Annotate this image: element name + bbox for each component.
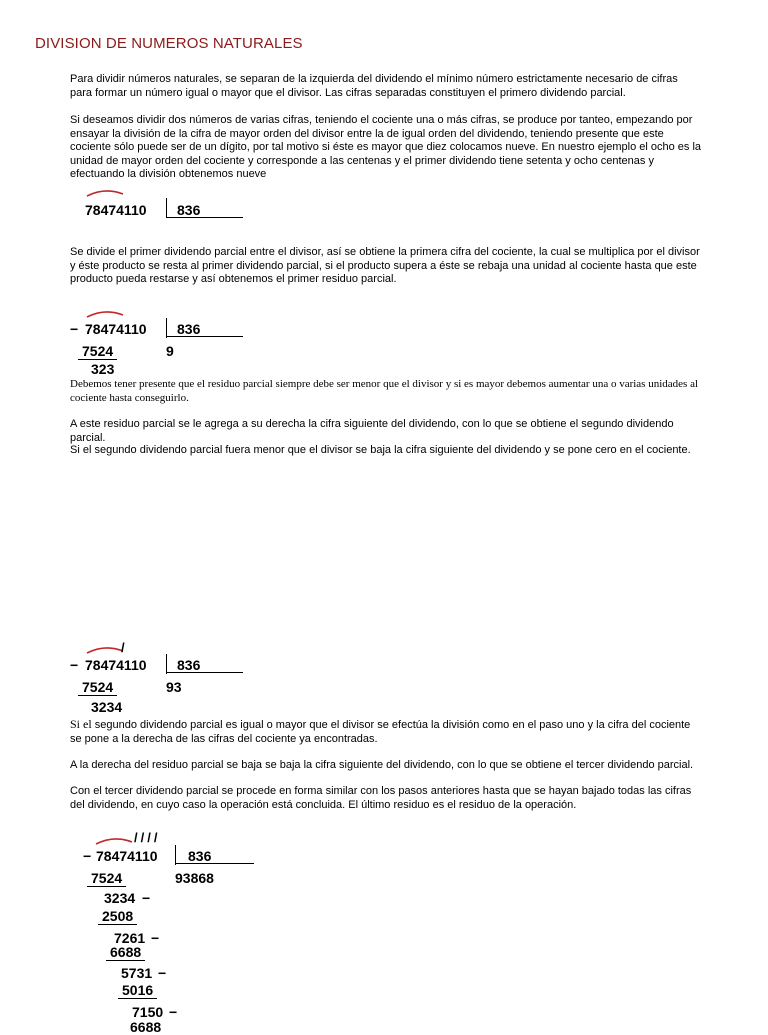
division-bracket-vertical	[166, 198, 167, 218]
step-minus-sign: −	[142, 890, 151, 906]
dividend-arc-mark	[85, 645, 125, 655]
step-minus-sign: −	[158, 965, 167, 981]
dividend-arc-mark	[94, 836, 134, 846]
paragraph-third-dividend: A la derecha del residuo parcial se baja se baja la cifra siguiente del dividendo, con lo que se obtiene el tercer dividendo parcial.	[70, 759, 694, 771]
partial-residue: 3234	[91, 699, 123, 715]
step-product: 7524	[87, 870, 126, 887]
step-product: 6688	[130, 1019, 162, 1035]
dividend: 78474110	[85, 657, 147, 673]
paragraph-second-dividend: A este residuo parcial se le agrega a su derecha la cifra siguiente del dividendo, con lo que se obtiene el segundo dividendo parcial.	[70, 418, 674, 444]
paragraph-intro: Para dividir números naturales, se separan de la izquierda del dividendo el mínimo número estrictamente necesario de cifras para formar un número igual o mayor que el divisor. Las cifras separadas constituyen el primero dividendo parcial.	[70, 73, 678, 99]
dividend: 78474110	[85, 321, 147, 337]
paragraph-conclusion: Con el tercer dividendo parcial se procede en forma similar con los pasos anteriores hasta que se hayan bajado todas las cifras del dividendo, en cuyo caso la operación está concluida. El último residuo es el residuo de la operación.	[70, 785, 692, 811]
minus-sign: −	[83, 848, 92, 864]
divisor: 836	[177, 202, 201, 218]
step-residue: 7150	[132, 1004, 164, 1020]
dividend: 78474110	[96, 848, 158, 864]
step-minus-sign: −	[169, 1004, 178, 1020]
step-product: 2508	[98, 908, 137, 925]
paragraph-residue-note: Debemos tener presente que el residuo parcial siempre debe ser menor que el divisor y si es mayor debemos aumentar una o varias unidades al cociente hasta conseguirlo.	[70, 378, 699, 404]
minus-sign: −	[70, 321, 79, 337]
division-bracket-vertical	[166, 654, 167, 674]
step-residue: 5731	[121, 965, 153, 981]
partial-product: 7524	[78, 679, 117, 696]
dividend-arc-mark	[85, 188, 125, 198]
dividend: 78474110	[85, 202, 147, 218]
paragraph-second-division: Si el segundo dividendo parcial es igual o mayor que el divisor se efectúa la división como en el paso uno y la cifra del cociente se pone a la derecha de las cifras del cociente ya encontradas.	[70, 717, 691, 745]
dividend-arc-mark	[85, 309, 125, 319]
quotient: 93868	[175, 870, 214, 886]
paragraph-lead-word: Si el	[70, 717, 92, 731]
paragraph-first-residue: Se divide el primer dividendo parcial entre el divisor, así se obtiene la primera cifra del cociente, la cual se multiplica por el divisor y éste producto se resta al primer dividendo parcial, si el producto supera a éste se rebaja una unidad al cociente hasta que este producto pueda restarse y así obtenemos el primer residuo parcial.	[70, 246, 700, 285]
quotient: 93	[166, 679, 182, 695]
quotient: 9	[166, 343, 174, 359]
step-product: 5016	[118, 982, 157, 999]
division-bracket-horizontal	[175, 863, 254, 864]
division-bracket-vertical	[175, 845, 176, 865]
divisor: 836	[188, 848, 212, 864]
partial-product: 7524	[78, 343, 117, 360]
page-title: DIVISION DE NUMEROS NATURALES	[35, 35, 303, 52]
partial-residue: 323	[91, 361, 115, 377]
divisor: 836	[177, 657, 201, 673]
paragraph-tanteo: Si deseamos dividir dos números de varias cifras, teniendo el cociente una o más cifras, se produce por tanteo, empezando por ensayar la división de la cifra de mayor orden del divisor entre la de igual orden del dividendo, teniendo presente que este cociente sólo puede ser de un dígito, por tal motivo si éste es mayor que diez colocamos nueve. En nuestro ejemplo el ocho es la unidad de mayor orden del cociente y corresponde a las centenas y el primer dividendo tiene setenta y ocho centenas y efectuando la división obtenemos nueve	[70, 114, 702, 180]
divisor: 836	[177, 321, 201, 337]
minus-sign: −	[70, 657, 79, 673]
division-bracket-vertical	[166, 318, 167, 338]
step-minus-sign: −	[151, 930, 160, 946]
carry-tick-marks: ////	[134, 830, 161, 845]
step-residue: 7261	[114, 930, 146, 946]
step-product: 6688	[106, 944, 145, 961]
step-residue: 3234	[104, 890, 136, 906]
carry-tick-mark: /	[121, 640, 125, 655]
paragraph-zero-quotient: Si el segundo dividendo parcial fuera menor que el divisor se baja la cifra siguiente del dividendo y se pone cero en el cociente.	[70, 444, 691, 456]
